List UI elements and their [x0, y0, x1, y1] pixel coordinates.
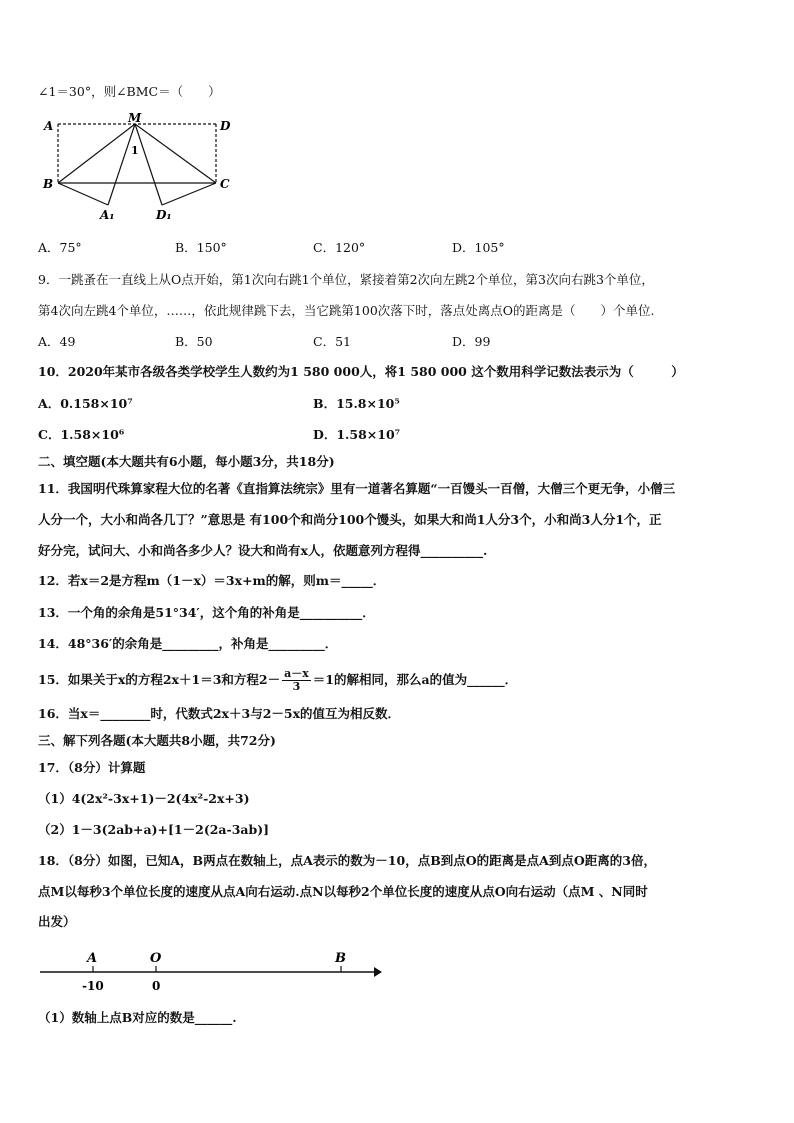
axis-label-B: B [335, 951, 346, 966]
q17-item-1: （1）4(2x²-3x+1)－2(4x²-2x+3) [38, 791, 250, 806]
q18-number-line [38, 945, 388, 1000]
q8-option-a: A．75° [38, 240, 82, 255]
label-D1: D₁ [156, 208, 172, 222]
q9-line-1: 9．一跳蚤在一直线上从O点开始，第1次向右跳1个单位，紧接着第2次向左跳2个单位，第3次向右跳3个单位， [38, 272, 654, 287]
q12-stem: 12．若x＝2是方程m（1－x）＝3x+m的解，则m＝_____． [38, 573, 386, 588]
q9-option-d: D．99 [452, 334, 491, 349]
q11-line-1: 11．我国明代珠算家程大位的名著《直指算法统宗》里有一道著名算题“一百馒头一百僧，大僧三个更无争，小僧三 [38, 481, 676, 496]
q18-line-2: 点M以每秒3个单位长度的速度从点A向右运动.点N以每秒2个单位长度的速度从点O向右运动（点M 、N同时 [38, 884, 648, 899]
axis-label-O: O [150, 951, 162, 966]
axis-label-A: A [87, 951, 98, 966]
q10-option-a: A．0.158×10⁷ [38, 396, 133, 411]
q15-stem [38, 668, 517, 693]
q8-option-d: D．105° [452, 240, 505, 255]
q8-stem-tail: ∠1＝30°，则∠BMC＝（ ） [38, 84, 221, 99]
label-angle-1: 1 [131, 144, 139, 157]
label-M: M [128, 111, 142, 125]
q8-geometry-figure [38, 110, 238, 225]
arrow-right-icon [374, 967, 382, 977]
q9-option-c: C．51 [313, 334, 351, 349]
q15-fraction-numerator: a－x [284, 667, 309, 680]
q11-line-2: 人分一个，大小和尚各几丁？”意思是 有100个和尚分100个馒头，如果大和尚1人分3个，小和尚3人分1个，正 [38, 512, 662, 527]
q18-line-3: 出发） [38, 914, 76, 929]
q8-option-b: B．150° [175, 240, 227, 255]
q16-stem: 16．当x＝________时，代数式2x＋3与2－5x的值互为相反数． [38, 706, 401, 721]
q9-option-a: A．49 [38, 334, 76, 349]
q17-title: 17．（8分）计算题 [38, 760, 146, 775]
label-C: C [220, 177, 230, 191]
q10-option-b: B．15.8×10⁵ [313, 396, 400, 411]
q18-sub-1: （1）数轴上点B对应的数是______. [38, 1010, 237, 1025]
label-D: D [220, 119, 231, 133]
tick-label-minus-10: -10 [82, 979, 104, 993]
q10-option-c: C．1.58×10⁶ [38, 427, 125, 442]
q8-option-c: C．120° [313, 240, 366, 255]
label-A1: A₁ [100, 208, 115, 222]
q9-line-2: 第4次向左跳4个单位，……，依此规律跳下去，当它跳第100次落下时，落点处离点O的距离是（ ）个单位. [38, 303, 655, 318]
q17-item-2: （2）1－3(2ab+a)+[1－2(2a-3ab)] [38, 822, 270, 837]
q15-fraction-denominator: 3 [292, 680, 301, 693]
label-A: A [44, 119, 54, 133]
q18-line-1: 18．（8分）如图，已知A，B两点在数轴上，点A表示的数为－10，点B到点O的距离是点A到点O距离的3倍， [38, 853, 656, 868]
q11-line-3: 好分完，试问大、小和尚各多少人？设大和尚有x人，依题意列方程得__________. [38, 543, 488, 558]
q15-pre: 15．如果关于x的方程2x＋1＝3和方程2－ [38, 672, 281, 687]
section-3-heading: 三、解下列各题(本大题共8小题，共72分) [38, 733, 276, 748]
q15-post: ＝1的解相同，那么a的值为______． [312, 672, 518, 687]
q13-stem: 13．一个角的余角是51°34′，这个角的补角是__________． [38, 605, 375, 620]
q9-option-b: B．50 [175, 334, 213, 349]
label-B: B [43, 177, 54, 191]
tick-label-0: 0 [152, 979, 161, 993]
q14-stem: 14．48°36′的余角是_________，补角是_________． [38, 636, 338, 651]
q15-fraction [282, 668, 311, 693]
section-2-heading: 二、填空题(本大题共有6小题，每小题3分，共18分) [38, 454, 335, 469]
q10-stem: 10．2020年某市各级各类学校学生人数约为1 580 000人，将1 580 000 这个数用科学记数法表示为（ ） [38, 364, 684, 379]
q10-option-d: D．1.58×10⁷ [313, 427, 401, 442]
